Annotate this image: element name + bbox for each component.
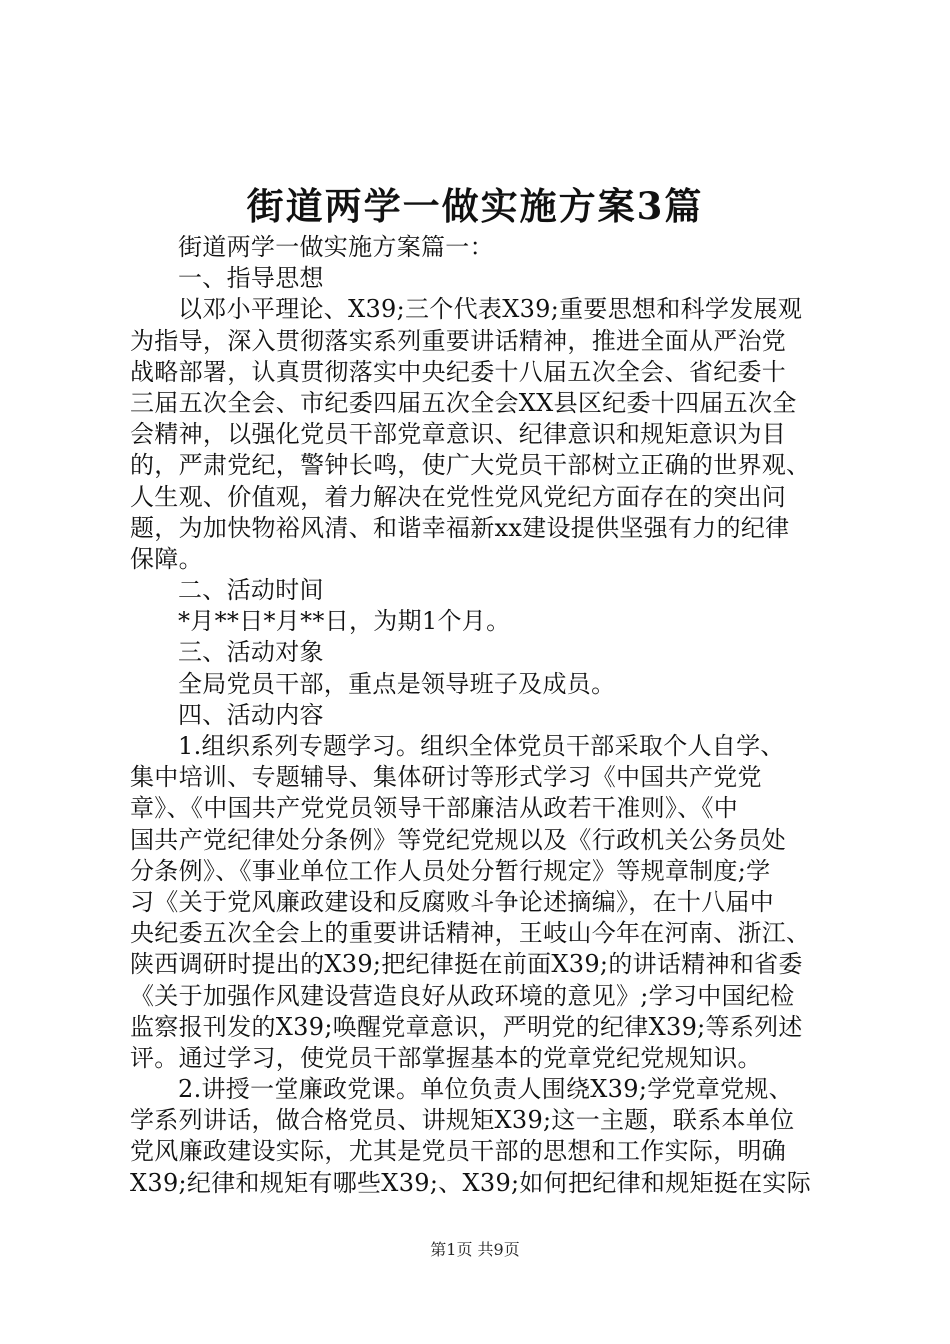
- text-line: 《关于加强作风建设营造良好从政环境的意见》;学习中国纪检: [130, 981, 795, 1010]
- text-line: 一、指导思想: [178, 264, 324, 293]
- text-line: 国共产党纪律处分条例》等党纪党规以及《行政机关公务员处: [130, 825, 787, 854]
- document-title: 街道两学一做实施方案3篇: [246, 184, 704, 228]
- text-line: 街道两学一做实施方案篇一：: [178, 233, 494, 261]
- text-line: 为指导，深入贯彻落实系列重要讲话精神，推进全面从严治党: [130, 326, 787, 355]
- text-line: 三、活动对象: [178, 638, 324, 667]
- text-line: 习《关于党风廉政建设和反腐败斗争论述摘编》，在十八届中: [130, 887, 775, 916]
- text-line: 央纪委五次全会上的重要讲话精神，王岐山今年在河南、浙江、: [130, 919, 811, 948]
- text-line: 陕西调研时提出的X39;把纪律挺在前面X39;的讲话精神和省委: [130, 950, 803, 979]
- text-line: 保障。: [130, 544, 203, 573]
- text-line: 党风廉政建设实际，尤其是党员干部的思想和工作实际，明确: [130, 1137, 787, 1166]
- text-line: 的，严肃党纪，警钟长鸣，使广大党员干部树立正确的世界观、: [130, 451, 811, 480]
- text-line: 会精神，以强化党员干部党章意识、纪律意识和规矩意识为目: [130, 420, 787, 449]
- text-line: 三届五次全会、市纪委四届五次全会XX县区纪委十四届五次全: [130, 388, 797, 417]
- text-line: 以邓小平理论、X39;三个代表X39;重要思想和科学发展观: [178, 295, 803, 324]
- text-line: 人生观、价值观，着力解决在党性党风党纪方面存在的突出问: [130, 482, 787, 511]
- text-line: 学系列讲话，做合格党员、讲规矩X39;这一主题，联系本单位: [130, 1106, 795, 1135]
- text-line: 章》、《中国共产党党员领导干部廉洁从政若干准则》、《中: [130, 794, 739, 823]
- text-line: 1.组织系列专题学习。组织全体党员干部采取个人自学、: [178, 732, 785, 760]
- text-line: *月**日*月**日，为期1个月。: [178, 607, 511, 636]
- text-line: 题，为加快物裕风清、和谐幸福新xx建设提供坚强有力的纪律: [130, 513, 790, 542]
- text-line: 分条例》、《事业单位工作人员处分暂行规定》等规章制度;学: [130, 856, 771, 885]
- document-body: [130, 232, 830, 1199]
- text-line: 评。通过学习，使党员干部掌握基本的党章党纪党规知识。: [130, 1043, 762, 1072]
- text-line: 全局党员干部，重点是领导班子及成员。: [178, 669, 616, 698]
- text-line: 战略部署，认真贯彻落实中央纪委十八届五次全会、省纪委十: [130, 357, 787, 386]
- text-line: 二、活动时间: [178, 576, 324, 605]
- text-line: 2.讲授一堂廉政党课。单位负责人围绕X39;学党章党规、: [178, 1075, 794, 1104]
- text-line: 四、活动内容: [178, 700, 324, 729]
- text-line: X39;纪律和规矩有哪些X39;、X39;如何把纪律和规矩挺在实际: [130, 1168, 812, 1197]
- page-footer: 第1页 共9页: [430, 1240, 520, 1259]
- text-line: 集中培训、专题辅导、集体研讨等形式学习《中国共产党党: [130, 763, 762, 792]
- text-line: 监察报刊发的X39;唤醒党章意识，严明党的纪律X39;等系列述: [130, 1012, 803, 1041]
